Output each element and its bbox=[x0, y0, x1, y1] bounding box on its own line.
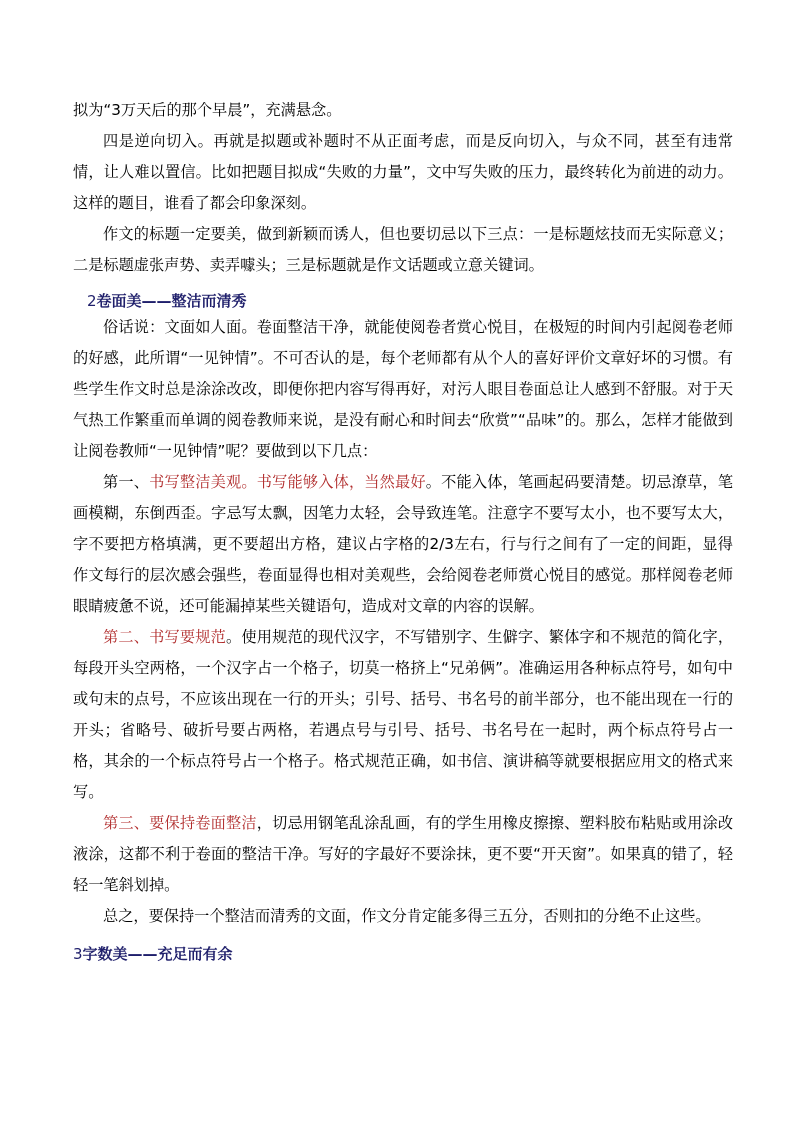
paragraph-reverse-entry: 四是逆向切入。再就是拟题或补题时不从正面考虑，而是反向切入，与众不同，甚至有违常情，让人难以置信。比如把题目拟成“失败的力量”，文中写失败的压力，最终转化为前进的动力。这样的题目，谁看了都会印象深刻。 bbox=[73, 132, 733, 212]
section-title: 卷面美——整洁而清秀 bbox=[96, 292, 247, 310]
section-heading-3 bbox=[73, 943, 233, 965]
first-point-highlight: 书写整洁美观。书写能够入体，当然最好 bbox=[149, 473, 426, 491]
section-number: 2 bbox=[87, 292, 97, 310]
section-heading-2 bbox=[87, 290, 247, 312]
paragraph-second-point bbox=[73, 622, 733, 808]
paragraph-saying: 俗话说：文面如人面。卷面整洁干净，就能使阅卷者赏心悦目，在极短的时间内引起阅卷老师的好感，此所谓“一见钟情”。不可否认的是，每个老师都有从个人的喜好评价文章好坏的习惯。有些学生作文时总是涂涂改改，即便你把内容写得再好，对污人眼目卷面总让人感到不舒服。对于天气热工作繁重而单调的阅卷教师来说，是没有耐心和时间去“欣赏”“品味”的。那么，怎样才能做到让阅卷教师“一见钟情”呢？要做到以下几点： bbox=[73, 318, 733, 460]
section-number: 3 bbox=[73, 945, 83, 963]
section-title: 字数美——充足而有余 bbox=[82, 945, 233, 963]
paragraph-intro: 拟为“3万天后的那个早晨”，充满悬念。 bbox=[73, 101, 342, 119]
first-point-body: 。不能入体，笔画起码要清楚。切忌潦草，笔画模糊，东倒西歪。字忌写太飘，因笔力太轻，会导致连笔。注意字不要写太小，也不要写太大，字不要把方格填满，更不要超出方格，建议占字格的2/3左右，行与行之间有了一定的间距，显得作文每行的层次感会强些，卷面显得也相对美观些，会给阅卷老师赏心悦目的感觉。那样阅卷老师眼睛疲惫不说，还可能漏掉某些关键语句，造成对文章的内容的误解。 bbox=[73, 473, 734, 615]
second-point-body: 。使用规范的现代汉字，不写错别字、生僻字、繁体字和不规范的简化字，每段开头空两格，一个汉字占一个格子，切莫一格挤上“兄弟俩”。准确运用各种标点符号，如句中或句末的点号，不应该出现在一行的开头；引号、括号、书名号的前半部分，也不能出现在一行的开头；省略号、破折号要占两格，若遇点号与引号、括号、书名号在一起时，两个标点符号占一格，其余的一个标点符号占一个格子。格式规范正确，如书信、演讲稿等就要根据应用文的格式来写。 bbox=[73, 628, 734, 801]
paragraph-third-point bbox=[73, 808, 733, 901]
paragraph-title-beauty: 作文的标题一定要美，做到新颖而诱人，但也要切忌以下三点：一是标题炫技而无实际意义；二是标题虚张声势、卖弄噱头；三是标题就是作文话题或立意关键词。 bbox=[73, 225, 733, 274]
paragraph-summary: 总之，要保持一个整洁而清秀的文面，作文分肯定能多得三五分，否则扣的分绝不止这些。 bbox=[103, 907, 711, 925]
third-point-highlight: 第三、要保持卷面整洁 bbox=[103, 814, 257, 832]
second-point-highlight: 第二、书写要规范 bbox=[103, 628, 226, 646]
first-point-lead: 第一、 bbox=[103, 473, 150, 491]
third-point-body: ，切忌用钢笔乱涂乱画，有的学生用橡皮擦擦、塑料胶布粘贴或用涂改液涂，这都不利于卷面的整洁干净。写好的字最好不要涂抹，更不要“开天窗”。如果真的错了，轻轻一笔斜划掉。 bbox=[73, 814, 734, 894]
paragraph-first-point bbox=[73, 467, 733, 622]
